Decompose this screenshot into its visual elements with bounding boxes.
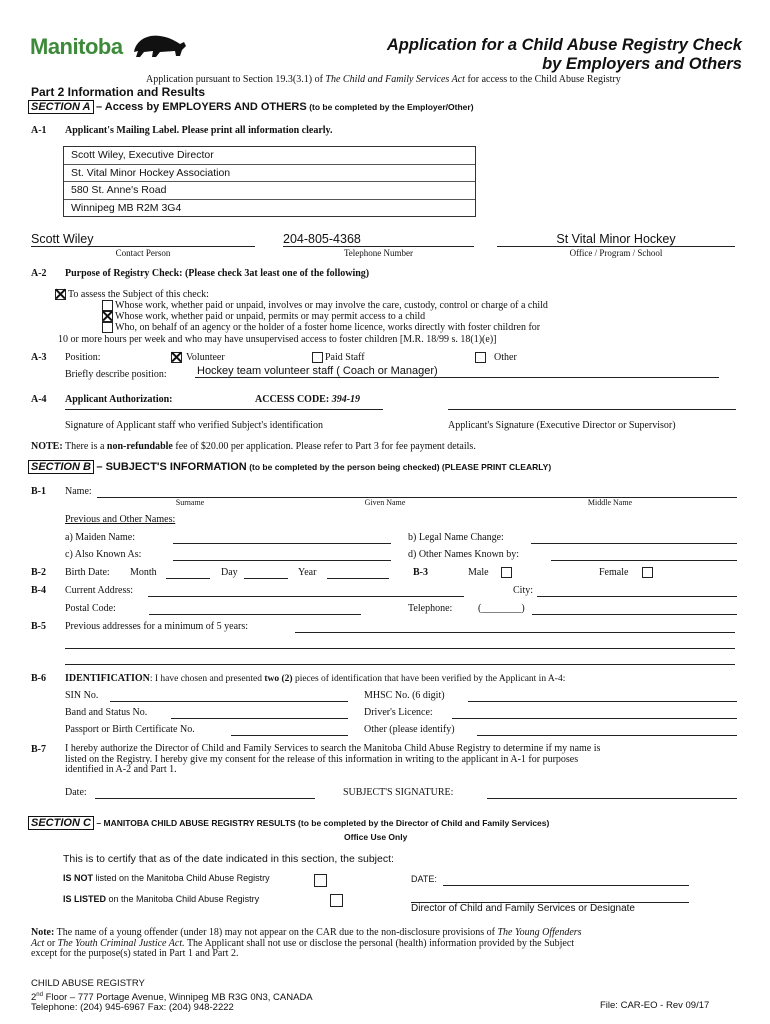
b7-number: B-7 <box>31 744 46 755</box>
logo-text: Manitoba <box>30 34 123 59</box>
paid-staff-option: Paid Staff <box>312 352 365 363</box>
subject-date-label: Date: <box>65 787 87 798</box>
male-checkbox[interactable] <box>501 567 512 578</box>
subject-telephone-field[interactable] <box>532 613 737 615</box>
band-status-field[interactable] <box>171 717 348 719</box>
mhsc-field[interactable] <box>468 700 737 702</box>
name-label: Name: <box>65 486 92 497</box>
section-c-header <box>28 817 549 829</box>
current-address-field[interactable] <box>148 595 464 597</box>
volunteer-checkbox[interactable] <box>171 352 182 363</box>
is-not-listed-row: IS NOT listed on the Manitoba Child Abuse Registry <box>63 873 270 883</box>
footer-org: CHILD ABUSE REGISTRY <box>31 978 145 989</box>
other-id-label: Other (please identify) <box>364 724 455 735</box>
b5-number: B-5 <box>31 621 46 632</box>
staff-signature-caption: Signature of Applicant staff who verified Subject's identification <box>65 420 323 431</box>
other-id-field[interactable] <box>477 734 737 736</box>
section-b-header <box>28 461 551 473</box>
purpose-row-2: Whose work, whether paid or unpaid, permits or may permit access to a child <box>102 311 425 322</box>
a2-number: A-2 <box>31 268 47 279</box>
bison-icon <box>130 30 188 60</box>
given-name-caption: Given Name <box>364 498 406 507</box>
section-a-title: – Access by EMPLOYERS AND OTHERS <box>96 101 307 113</box>
area-code-field[interactable]: (________) <box>478 603 525 614</box>
other-checkbox[interactable] <box>475 352 486 363</box>
legal-name-label: b) Legal Name Change: <box>408 532 504 543</box>
city-label: City: <box>513 585 534 596</box>
paid-staff-checkbox[interactable] <box>312 352 323 363</box>
other-names-label: d) Other Names Known by: <box>408 549 520 560</box>
section-b-note: (to be completed by the person being checked) (PLEASE PRINT CLEARLY) <box>249 462 552 472</box>
position-label: Position: <box>65 352 101 363</box>
section-a-header <box>28 101 474 113</box>
contact-person-field[interactable]: Scott Wiley <box>31 232 255 247</box>
is-not-listed-checkbox[interactable] <box>314 874 327 887</box>
authorization-label: Applicant Authorization: <box>65 394 173 405</box>
legal-name-field[interactable] <box>531 542 737 544</box>
section-c-tag: SECTION C <box>28 816 94 830</box>
purpose-3-continued: 10 or more hours per week and who may have unsupervised access to foster children [M.R. 18/99 s. 18(1)(e)] <box>58 334 497 345</box>
mailing-label-line[interactable]: 580 St. Anne's Road <box>64 182 475 200</box>
day-label: Day <box>221 567 238 578</box>
telephone-field[interactable]: 204-805-4368 <box>283 232 474 247</box>
birth-date-label: Birth Date: <box>65 567 110 578</box>
drivers-licence-label: Driver's Licence: <box>364 707 433 718</box>
assess-checkbox[interactable] <box>55 289 66 300</box>
b2-number: B-2 <box>31 567 46 578</box>
aka-label: c) Also Known As: <box>65 549 142 560</box>
section-a-tag: SECTION A <box>28 100 94 114</box>
a3-number: A-3 <box>31 352 47 363</box>
is-listed-row: IS LISTED on the Manitoba Child Abuse Registry <box>63 894 260 904</box>
section-b-title: – SUBJECT'S INFORMATION <box>96 461 247 473</box>
office-field[interactable]: St Vital Minor Hockey <box>497 232 735 247</box>
footer-file-code: File: CAR-EO - Rev 09/17 <box>600 1000 710 1011</box>
month-label: Month <box>130 567 157 578</box>
purpose-row-1: Whose work, whether paid or unpaid, involves or may involve the care, custody, control or charge of a child <box>102 300 548 311</box>
mhsc-label: MHSC No. (6 digit) <box>364 690 445 701</box>
contact-person-caption: Contact Person <box>115 248 171 258</box>
previous-address-line[interactable] <box>65 647 735 649</box>
b4-number: B-4 <box>31 585 46 596</box>
a2-label: Purpose of Registry Check: (Please check 3at least one of the following) <box>65 268 370 279</box>
b1-number: B-1 <box>31 486 46 497</box>
sin-label: SIN No. <box>65 690 99 701</box>
female-checkbox[interactable] <box>642 567 653 578</box>
mailing-label-line[interactable]: Scott Wiley, Executive Director <box>64 147 475 165</box>
section-c-title: – MANITOBA CHILD ABUSE REGISTRY RESULTS (to be completed by the Director of Child and Family Services) <box>96 818 550 828</box>
footer-address <box>31 979 313 1014</box>
form-title-line2: by Employers and Others <box>542 55 742 73</box>
b3-number: B-3 <box>413 567 428 578</box>
band-status-label: Band and Status No. <box>65 707 148 718</box>
applicant-signature-line[interactable] <box>448 408 736 410</box>
pursuant-line: Application pursuant to Section 19.3(3.1) of The Child and Family Services Act for access to the Child Abuse Registry <box>146 74 621 85</box>
male-option: Male <box>468 567 512 578</box>
middle-name-caption: Middle Name <box>587 498 633 507</box>
is-listed-checkbox[interactable] <box>330 894 343 907</box>
telephone-caption: Telephone Number <box>343 248 414 258</box>
other-option: Other <box>475 352 517 363</box>
aka-field[interactable] <box>173 559 391 561</box>
previous-address-line[interactable] <box>65 663 735 665</box>
describe-position-label: Briefly describe position: <box>65 369 167 380</box>
a4-number: A-4 <box>31 394 47 405</box>
director-caption: Director of Child and Family Services or Designate <box>411 903 635 914</box>
passport-field[interactable] <box>231 734 348 736</box>
maiden-name-label: a) Maiden Name: <box>65 532 135 543</box>
year-label: Year <box>298 567 317 578</box>
part-title: Part 2 Information and Results <box>31 85 206 99</box>
purpose-2-checkbox[interactable] <box>102 311 113 322</box>
footer-street: 2nd Floor – 777 Portage Avenue, Winnipeg MB R3G 0N3, CANADA <box>31 991 313 1003</box>
other-names-field[interactable] <box>551 559 737 561</box>
staff-signature-line[interactable] <box>65 408 383 410</box>
month-field[interactable] <box>166 577 210 579</box>
footer-phone: Telephone: (204) 945-6967 Fax: (204) 948-2222 <box>31 1002 234 1014</box>
access-code: ACCESS CODE: 394-19 <box>255 394 361 405</box>
section-a-note: (to be completed by the Employer/Other) <box>309 102 474 112</box>
previous-names-label: Previous and Other Names: <box>65 514 176 525</box>
postal-code-label: Postal Code: <box>65 603 116 614</box>
a1-label: Applicant's Mailing Label. Please print all information clearly. <box>65 125 333 136</box>
section-b-tag: SECTION B <box>28 460 94 474</box>
female-option: Female <box>599 567 653 578</box>
identification-statement: IDENTIFICATION: I have chosen and presented two (2) pieces of identification that have been verified by the Applicant in A-4: <box>65 673 566 684</box>
surname-caption: Surname <box>175 498 205 507</box>
subject-date-field[interactable] <box>95 797 315 799</box>
describe-position-field[interactable]: Hockey team volunteer staff ( Coach or Manager) <box>195 365 719 378</box>
previous-addresses-label: Previous addresses for a minimum of 5 years: <box>65 621 249 632</box>
maiden-name-field[interactable] <box>173 542 391 544</box>
sin-field[interactable] <box>110 700 348 702</box>
year-field[interactable] <box>327 577 389 579</box>
mailing-label-box[interactable] <box>63 146 476 217</box>
city-field[interactable] <box>537 595 737 597</box>
subject-signature-field[interactable] <box>487 797 737 799</box>
mailing-label-line[interactable]: St. Vital Minor Hockey Association <box>64 165 475 183</box>
purpose-3-checkbox[interactable] <box>102 322 113 333</box>
volunteer-option: Volunteer <box>171 352 225 363</box>
young-offender-note: Note: The name of a young offender (under 18) may not appear on the CAR due to the non-disclosure provisions of The Young Offenders Act or The Youth Criminal Justice Act. The Applicant shall not use or disclose the personal (health) information provided by the Subject except for the purpose(s) stated in Part 1 and Part 2. <box>31 927 582 959</box>
fee-note: NOTE: There is a non-refundable fee of $20.00 per application. Please refer to Part 3 for fee payment details. <box>31 441 476 452</box>
day-field[interactable] <box>244 577 288 579</box>
mailing-label-line[interactable]: Winnipeg MB R2M 3G4 <box>71 201 182 214</box>
b6-number: B-6 <box>31 673 46 684</box>
assess-row: To assess the Subject of this check: <box>55 289 209 300</box>
results-date-label: DATE: <box>411 874 437 884</box>
office-caption: Office / Program / School <box>569 248 663 258</box>
passport-label: Passport or Birth Certificate No. <box>65 724 195 735</box>
results-date-field[interactable] <box>443 884 689 886</box>
subject-signature-label: SUBJECT'S SIGNATURE: <box>343 787 454 798</box>
a1-number: A-1 <box>31 125 47 136</box>
form-title-line1: Application for a Child Abuse Registry Check <box>386 36 742 54</box>
applicant-signature-caption: Applicant's Signature (Executive Director or Supervisor) <box>448 420 676 431</box>
subject-telephone-label: Telephone: <box>408 603 453 614</box>
purpose-row-3: Who, on behalf of an agency or the holder of a foster home licence, works directly with foster children for <box>102 322 540 333</box>
previous-address-line[interactable] <box>295 631 735 633</box>
postal-code-field[interactable] <box>149 613 361 615</box>
drivers-licence-field[interactable] <box>452 717 737 719</box>
manitoba-logo <box>30 30 190 66</box>
authorization-text: I hereby authorize the Director of Child and Family Services to search the Manitoba Child Abuse Registry to determine if my name is listed on the Registry. I hereby give my consent for the release of this information in writing to the applicant in A-1 for purposes identified in A-2 and Part 1. <box>65 743 601 775</box>
current-address-label: Current Address: <box>65 585 134 596</box>
certify-statement: This is to certify that as of the date indicated in this section, the subject: <box>63 853 394 865</box>
office-use-only: Office Use Only <box>344 832 408 842</box>
